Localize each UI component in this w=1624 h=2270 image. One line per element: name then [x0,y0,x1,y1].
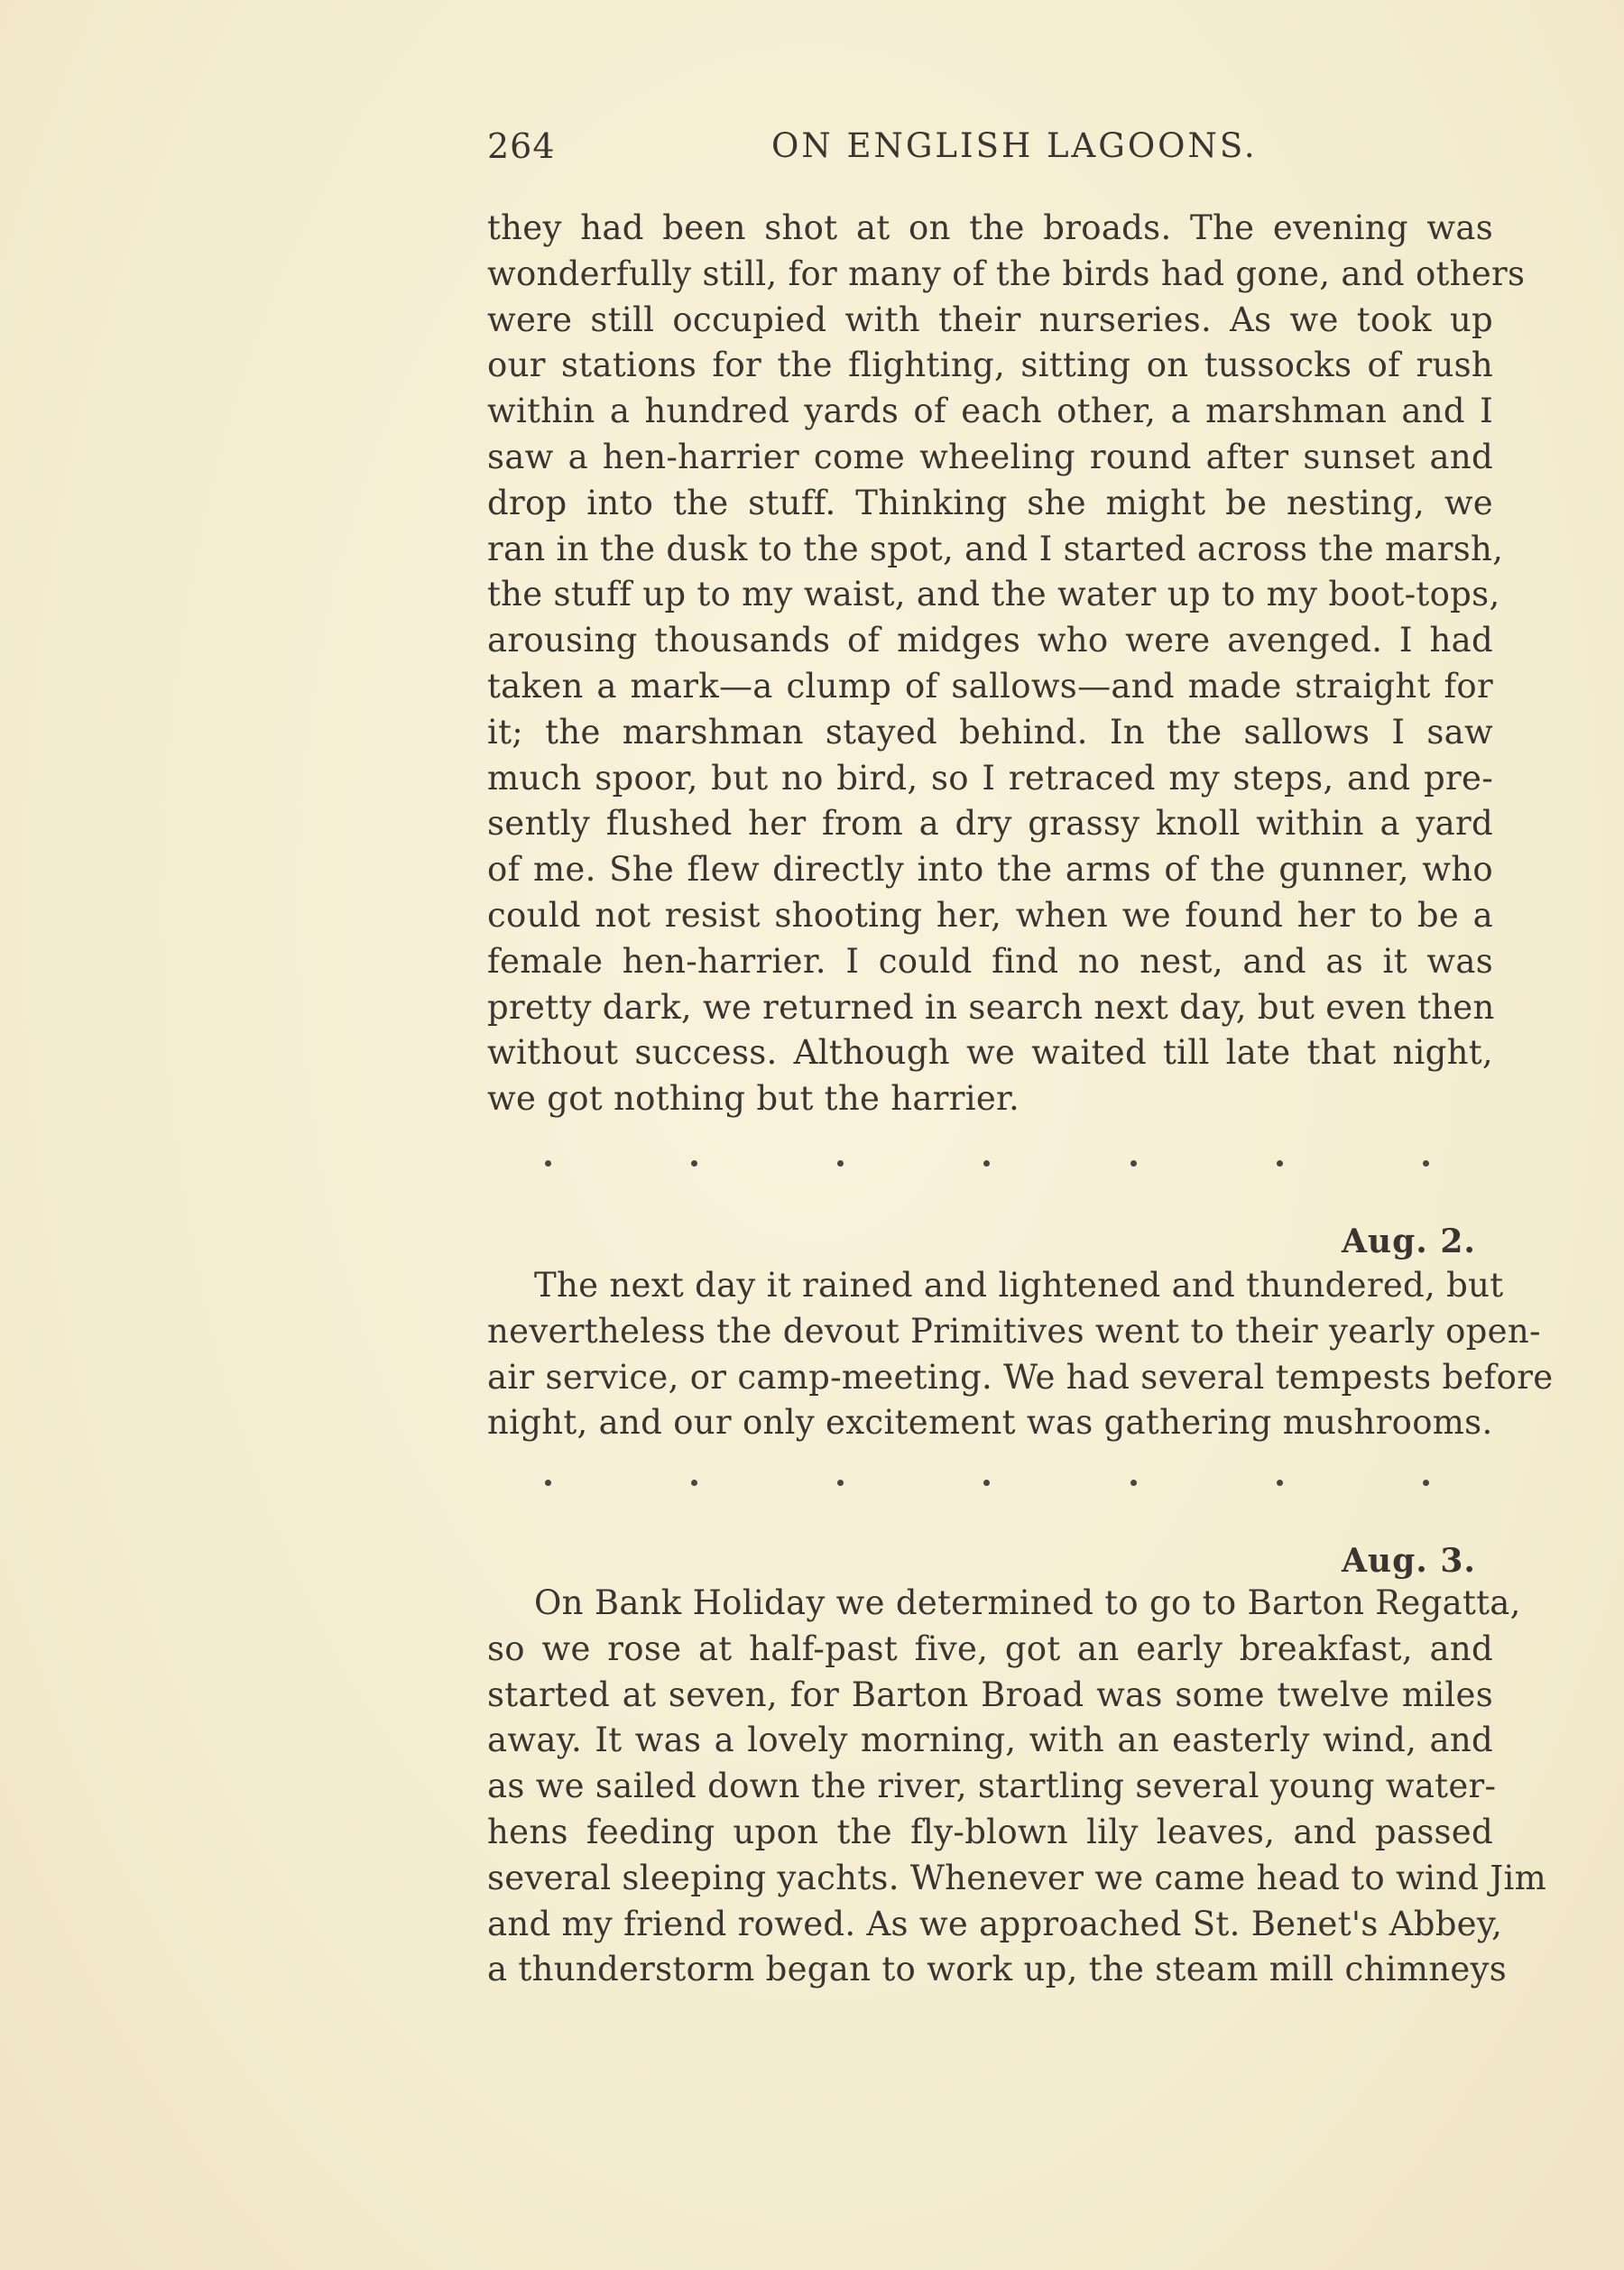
text-line: sently flushed her from a dry grassy knoll within a yard [487,804,1493,844]
running-head [487,126,1489,180]
separator-dot [1130,1480,1137,1486]
text-line: so we rose at half-past five, got an early breakfast, and [487,1629,1493,1668]
separator-dot [983,1160,990,1167]
separator-dot [1423,1160,1429,1167]
separator-dot [1277,1160,1283,1167]
separator-dot [691,1160,697,1167]
text-line: a thunderstorm began to work up, the steam mill chimneys [487,1950,1508,1989]
text-line: hens feeding upon the fly-blown lily leaves, and passed [487,1812,1493,1851]
text-line: they had been shot at on the broads. The evening was [487,208,1493,247]
text-line: as we sailed down the river, startling several young water- [487,1767,1497,1806]
section-separator [545,1480,1429,1490]
text-line: The next day it rained and lightened and thundered, but [534,1266,1504,1305]
text-line: our stations for the flighting, sitting on tussocks of rush [487,346,1493,385]
text-line: air service, or camp-meeting. We had several tempests before [487,1357,1554,1397]
separator-dot [1130,1160,1137,1167]
text-line: wonderfully still, for many of the birds had gone, and others [487,254,1526,293]
text-line: female hen-harrier. I could find no nest, and as it was [487,941,1493,981]
paragraph-flighting [487,206,1526,1122]
text-line: ran in the dusk to the spot, and I started across the marsh, [487,529,1504,568]
text-line: nevertheless the devout Primitives went to their yearly open- [487,1311,1541,1351]
text-line: pretty dark, we returned in search next day, but even then [487,987,1495,1027]
separator-dot [545,1480,551,1486]
text-line: started at seven, for Barton Broad was some twelve miles [487,1675,1493,1714]
separator-dot [837,1160,844,1167]
separator-dot [983,1480,990,1486]
page-number: 264 [487,126,556,166]
text-line: away. It was a lovely morning, with an easterly wind, and [487,1721,1493,1760]
text-line: without success. Although we waited till late that night, [487,1033,1493,1073]
text-line: arousing thousands of midges who were avenged. I had [487,621,1493,660]
text-line: and my friend rowed. As we approached St. Benet's Abbey, [487,1904,1503,1943]
text-line: saw a hen-harrier come wheeling round after sunset and [487,437,1493,476]
text-line: taken a mark—a clump of sallows—and made straight for [487,666,1493,706]
date-heading-aug-2: Aug. 2. [1342,1223,1476,1260]
separator-dot [1277,1480,1283,1486]
separator-dot [691,1480,697,1486]
separator-dot [837,1480,844,1486]
text-line: we got nothing but the harrier. [487,1079,1020,1119]
date-heading-aug-3: Aug. 3. [1342,1542,1476,1580]
text-line: of me. She flew directly into the arms of the gunner, who [487,850,1493,890]
section-separator [545,1160,1429,1171]
text-line: it; the marshman stayed behind. In the sallows I saw [487,712,1493,752]
text-line: On Bank Holiday we determined to go to Barton Regatta, [534,1583,1521,1622]
text-line: within a hundred yards of each other, a marshman and I [487,392,1493,431]
text-line: were still occupied with their nurseries. As we took up [487,300,1493,339]
text-line: much spoor, but no bird, so I retraced my steps, and pre- [487,758,1493,798]
text-line: night, and our only excitement was gathering mushrooms. [487,1403,1493,1443]
separator-dot [545,1160,551,1167]
paragraph-barton-regatta [487,1581,1546,1993]
text-line: several sleeping yachts. Whenever we came head to wind Jim [487,1858,1546,1897]
paragraph-camp-meeting [487,1263,1554,1446]
text-line: drop into the stuff. Thinking she might be nesting, we [487,483,1493,522]
page-header-title: ON ENGLISH LAGOONS. [771,126,1258,165]
text-line: the stuff up to my waist, and the water up to my boot-tops, [487,575,1500,614]
text-line: could not resist shooting her, when we found her to be a [487,895,1493,935]
separator-dot [1423,1480,1429,1486]
